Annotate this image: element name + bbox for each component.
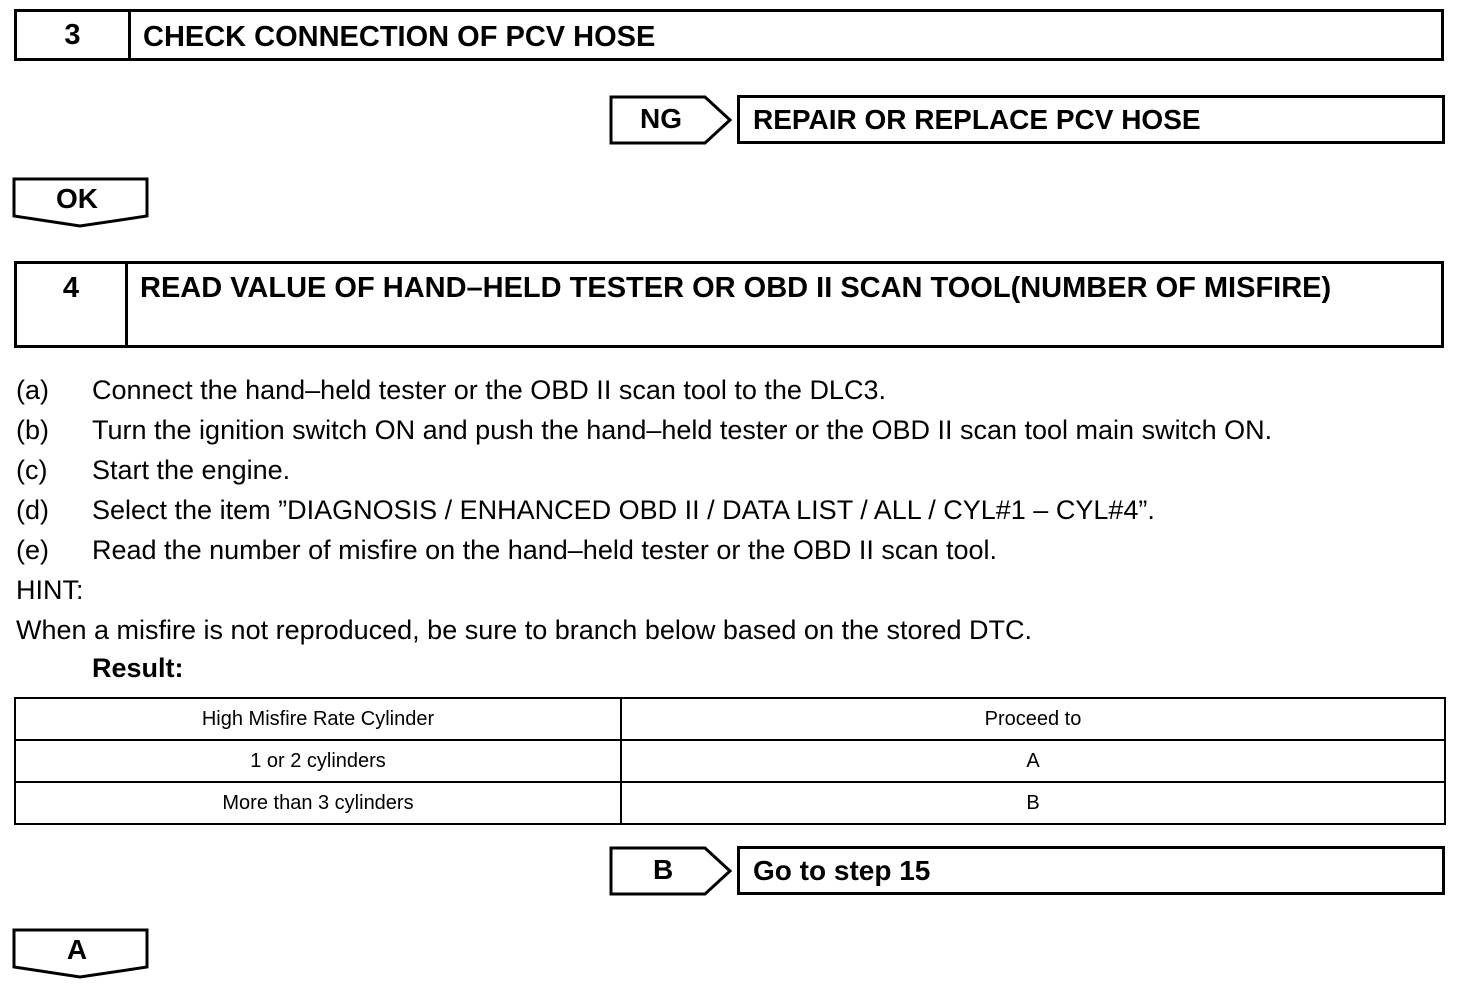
instruction-text: Turn the ignition switch ON and push the hand–held tester or the OBD II scan tool main switch ON. [92,415,1273,445]
instruction-label: (a) [16,375,49,405]
b-label: B [653,854,674,885]
step-number: 3 [17,12,131,58]
instruction-a [16,375,886,405]
ok-label: OK [56,183,98,214]
step-4-header [14,261,1444,348]
table-cell: 1 or 2 cylinders [15,740,621,782]
step-number: 4 [17,264,128,345]
instruction-text: Select the item ”DIAGNOSIS / ENHANCED OBD II / DATA LIST / ALL / CYL#1 – CYL#4”. [92,495,1155,525]
table-header: Proceed to [621,698,1445,740]
instruction-text: Read the number of misfire on the hand–held tester or the OBD II scan tool. [92,535,998,565]
table-cell: B [621,782,1445,824]
a-label: A [66,934,88,965]
table-cell: More than 3 cylinders [15,782,621,824]
instruction-label: (e) [16,535,49,565]
table-cell: A [621,740,1445,782]
instruction-label: (c) [16,455,48,485]
step-3-header [14,9,1444,61]
table-header: High Misfire Rate Cylinder [15,698,621,740]
instruction-label: (b) [16,415,49,445]
instruction-label: (d) [16,495,49,525]
instruction-text: Connect the hand–held tester or the OBD II scan tool to the DLC3. [92,375,886,405]
hint-label: HINT: [16,575,84,605]
instruction-d [16,495,1155,525]
instruction-c [16,455,290,485]
hint-text: When a misfire is not reproduced, be sure to branch below based on the stored DTC. [16,615,1033,645]
a-continue-tag [12,928,150,980]
result-label: Result: [92,653,184,683]
ng-action-box: REPAIR OR REPLACE PCV HOSE [737,95,1445,144]
instruction-b [16,415,1272,445]
ng-label: NG [640,103,682,134]
instruction-e [16,535,997,565]
step-title: CHECK CONNECTION OF PCV HOSE [143,21,656,53]
result-table [14,697,1446,825]
step-title: READ VALUE OF HAND–HELD TESTER OR OBD II SCAN TOOL(NUMBER OF MISFIRE) [140,272,1332,304]
table-header-row [15,698,1445,740]
instruction-text: Start the engine. [92,455,291,485]
b-action-box: Go to step 15 [737,846,1445,895]
ok-continue-tag [12,177,150,229]
table-row [15,740,1445,782]
table-row [15,782,1445,824]
